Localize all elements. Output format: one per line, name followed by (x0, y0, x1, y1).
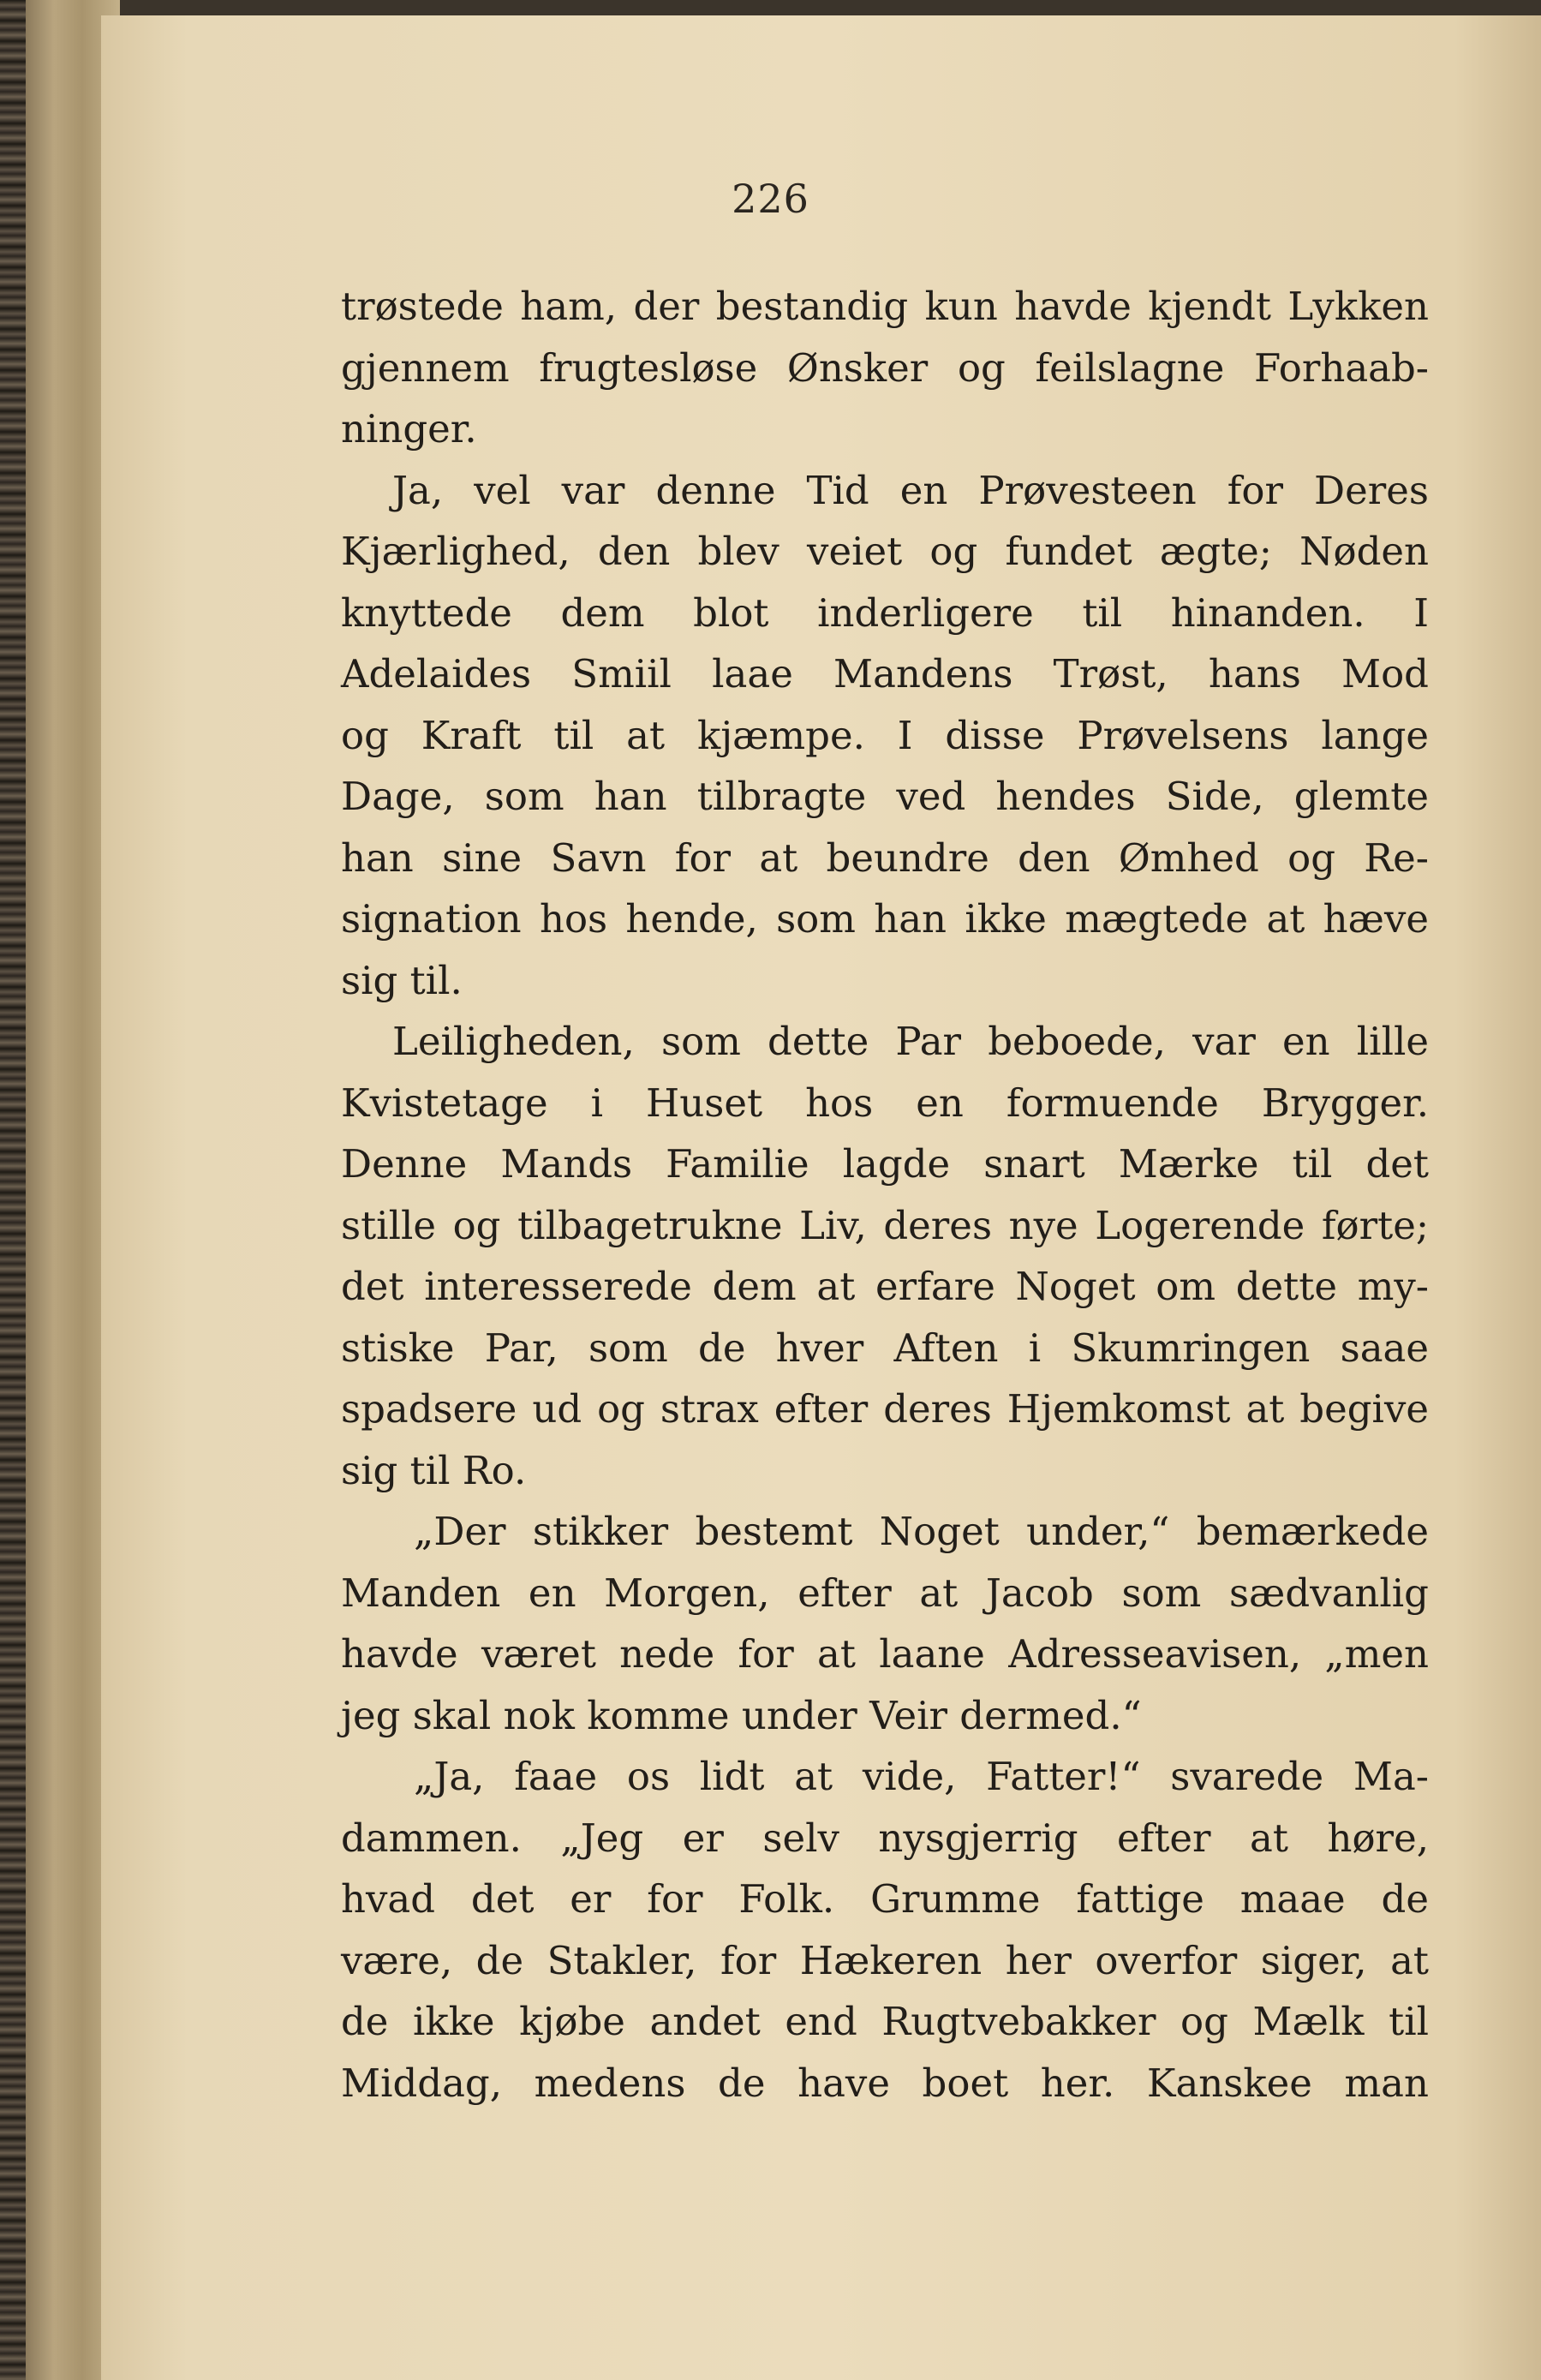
text-line: stille og tilbagetrukne Liv, deres nye Logerende førte; (341, 1202, 1429, 1248)
text-line: han sine Savn for at beundre den Ømhed og Re- (341, 834, 1429, 881)
text-line: være, de Stakler, for Hækeren her overfor siger, at (341, 1937, 1429, 1983)
body-text (341, 276, 1429, 2114)
text-line: spadsere ud og strax efter deres Hjemkomst at begive (341, 1386, 1429, 1432)
text-line: Leiligheden, som dette Par beboede, var en lille (392, 1019, 1429, 1064)
text-line: Manden en Morgen, efter at Jacob som sædvanlig (341, 1570, 1429, 1616)
text-line: sig til Ro. (341, 1447, 527, 1493)
text-line: og Kraft til at kjæmpe. I disse Prøvelsens lange (341, 712, 1429, 758)
text-line: gjennem frugtesløse Ønsker og feilslagne Forhaab- (341, 344, 1429, 391)
text-line: Middag, medens de have boet her. Kanskee man (341, 2060, 1429, 2106)
text-line: trøstede ham, der bestandig kun havde kjendt Lykken (341, 284, 1429, 329)
page-number: 226 (732, 176, 809, 222)
text-line: havde været nede for at laane Adresseavisen, „men (341, 1631, 1429, 1677)
text-line: Ja, vel var denne Tid en Prøvesteen for Deres (392, 467, 1429, 513)
text-line: signation hos hende, som han ikke mægtede at hæve (341, 896, 1429, 942)
text-line: hvad det er for Folk. Grumme fattige maae de (341, 1876, 1429, 1922)
text-line: knyttede dem blot inderligere til hinanden. I (341, 589, 1429, 636)
text-line: det interesserede dem at erfare Noget om dette my- (341, 1264, 1429, 1309)
text-line: Kjærlighed, den blev veiet og fundet ægte; Nøden (341, 529, 1429, 574)
text-line: sig til. (341, 957, 463, 1003)
text-line: de ikke kjøbe andet end Rugtvebakker og Mælk til (341, 1999, 1429, 2044)
text-line: Kvistetage i Huset hos en formuende Brygger. (341, 1079, 1429, 1126)
text-line: „Der stikker bestemt Noget under,“ bemærkede (414, 1509, 1429, 1554)
text-line: dammen. „Jeg er selv nysgjerrig efter at høre, (341, 1815, 1429, 1861)
text-line: „Ja, faae os lidt at vide, Fatter!“ svarede Ma- (414, 1754, 1429, 1799)
text-line: stiske Par, som de hver Aften i Skumringen saae (341, 1325, 1429, 1371)
text-line: ninger. (341, 406, 477, 451)
text-line: Adelaides Smiil laae Mandens Trøst, hans Mod (341, 651, 1429, 697)
text-line: jeg skal nok komme under Veir dermed.“ (341, 1692, 1142, 1738)
text-line: Dage, som han tilbragte ved hendes Side, glemte (341, 774, 1429, 819)
text-line: Denne Mands Familie lagde snart Mærke til det (341, 1141, 1429, 1187)
